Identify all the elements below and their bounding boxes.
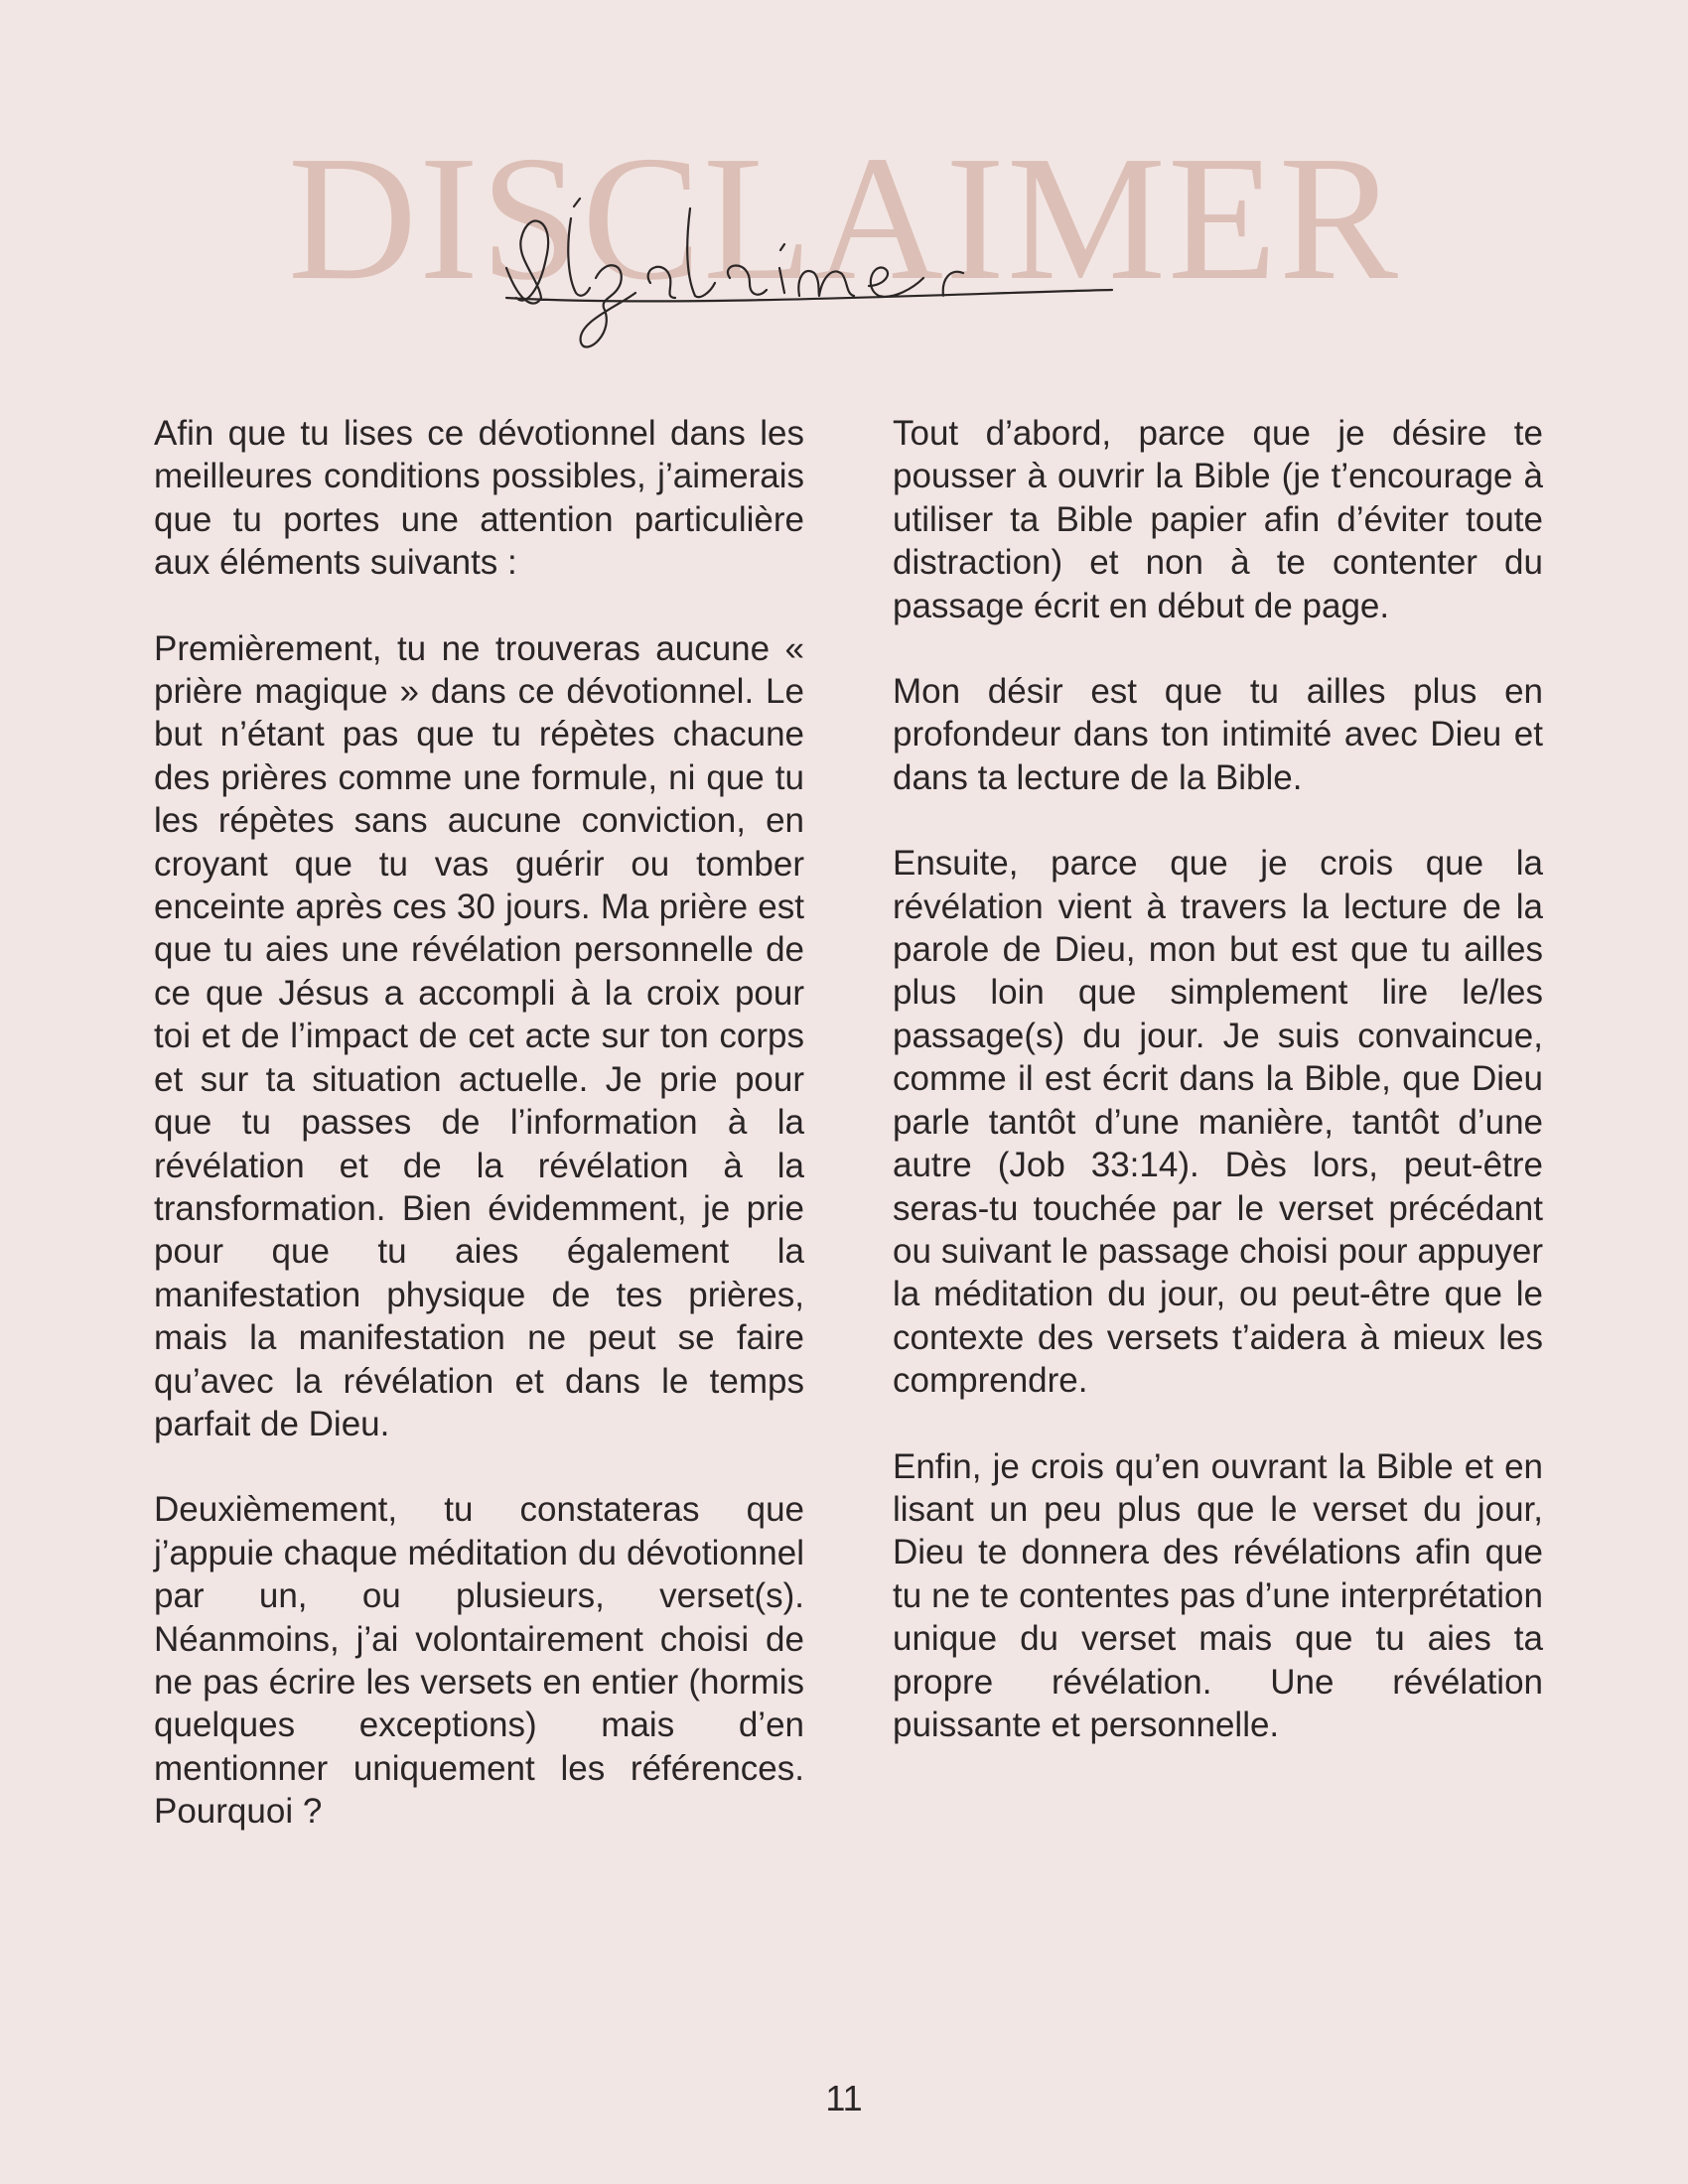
- page-number: 11: [825, 2078, 863, 2118]
- right-paragraph-first-reason: Tout d’abord, parce que je désire te pousser à ouvrir la Bible (je t’encourage à utiliser ta Bible papier afin d’éviter toute distraction) et non à te contenter du passage écrit en début de page.: [893, 414, 1543, 625]
- script-title-stroke: [506, 199, 1112, 347]
- left-paragraph-second-point: Deuxièmement, tu constateras que j’appuie chaque méditation du dévotionnel par un, ou plusieurs, verset(s). Néanmoins, j’ai volontairement choisi de ne pas écrire les versets en entier (hormis quelques exceptions) mais d’en mentionner uniquement les références. Pourquoi ?: [154, 1490, 804, 1832]
- script-title-overlay: [477, 159, 1251, 357]
- left-paragraph-intro: Afin que tu lises ce dévotionnel dans les meilleures conditions possibles, j’aimerais que tu portes une attention particulière aux éléments suivants :: [154, 414, 804, 583]
- right-paragraph-second-reason: Ensuite, parce que je crois que la révélation vient à travers la lecture de la parole de Dieu, mon but est que tu ailles plus loin que simplement lire le/les passage(s) du jour. Je suis convaincue, comme il est écrit dans la Bible, que Dieu parle tantôt d’une manière, tantôt d’une autre (Job 33:14). Dès lors, peut-être seras-tu touchée par le verset précédant ou suivant le passage choisi pour appuyer la méditation du jour, ou peut-être que le contexte des versets t’aidera à mieux les comprendre.: [893, 844, 1543, 1401]
- left-paragraph-first-point: Premièrement, tu ne trouveras aucune « prière magique » dans ce dévotionnel. Le but n’étant pas que tu répètes chacune des prières comme une formule, ni que tu les répètes sans aucune conviction, en croyant que tu vas guérir ou tomber enceinte après ces 30 jours. Ma prière est que tu aies une révélation personnelle de ce que Jésus a accompli à la croix pour toi et de l’impact de cet acte sur ton corps et sur ta situation actuelle. Je prie pour que tu passes de l’information à la révélation et de la révélation à la transformation. Bien évidemment, je prie pour que tu aies également la manifestation physique de tes prières, mais la manifestation ne peut se faire qu’avec la révélation et dans le temps parfait de Dieu.: [154, 628, 804, 1443]
- right-paragraph-desire: Mon désir est que tu ailles plus en profondeur dans ton intimité avec Dieu et dans ta lecture de la Bible.: [893, 672, 1543, 797]
- page-title: DISCLAIMER: [287, 119, 1401, 317]
- title-block: [0, 119, 1688, 338]
- right-paragraph-conclusion: Enfin, je crois qu’en ouvrant la Bible et en lisant un peu plus que le verset du jour, Dieu te donnera des révélations afin que tu ne te contentes pas d’une interprétation unique du verset mais que tu aies ta propre révélation. Une révélation puissante et personnelle.: [893, 1446, 1543, 1744]
- left-column: [154, 412, 804, 1876]
- right-column: [893, 412, 1543, 1789]
